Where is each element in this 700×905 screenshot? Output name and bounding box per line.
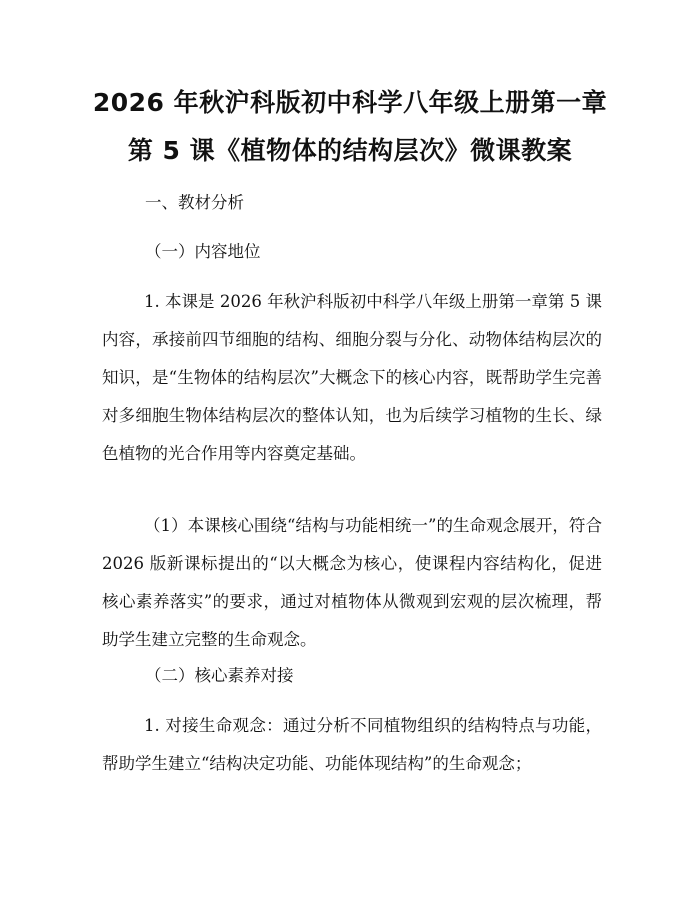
subsection-heading-core-literacy: （二）核心素养对接 <box>145 666 294 685</box>
paragraph-content-position: 1. 本课是 2026 年秋沪科版初中科学八年级上册第一章第 5 课内容，承接前四节细胞的结构、细胞分裂与分化、动物体结构层次的知识，是“生物体的结构层次”大概念下的核心内容，既帮助学生完善对多细胞生物体结构层次的整体认知，也为后续学习植物的生长、绿色植物的光合作用等内容奠定基础。 <box>102 292 602 463</box>
section-heading-textbook-analysis: 一、教材分析 <box>145 193 244 212</box>
paragraph-core-concept: （1）本课核心围绕“结构与功能相统一”的生命观念展开，符合 2026 版新课标提出的“以大概念为核心，使课程内容结构化，促进核心素养落实”的要求，通过对植物体从微观到宏观的层次梳理，帮助学生建立完整的生命观念。 <box>102 516 602 649</box>
paragraph-life-concept: 1. 对接生命观念：通过分析不同植物组织的结构特点与功能，帮助学生建立“结构决定功能、功能体现结构”的生命观念； <box>102 716 602 773</box>
subsection-heading-content-position: （一）内容地位 <box>145 242 261 261</box>
document-title-line-1: 2026 年秋沪科版初中科学八年级上册第一章 <box>92 88 608 117</box>
document-title-line-2: 第 5 课《植物体的结构层次》微课教案 <box>127 136 573 165</box>
